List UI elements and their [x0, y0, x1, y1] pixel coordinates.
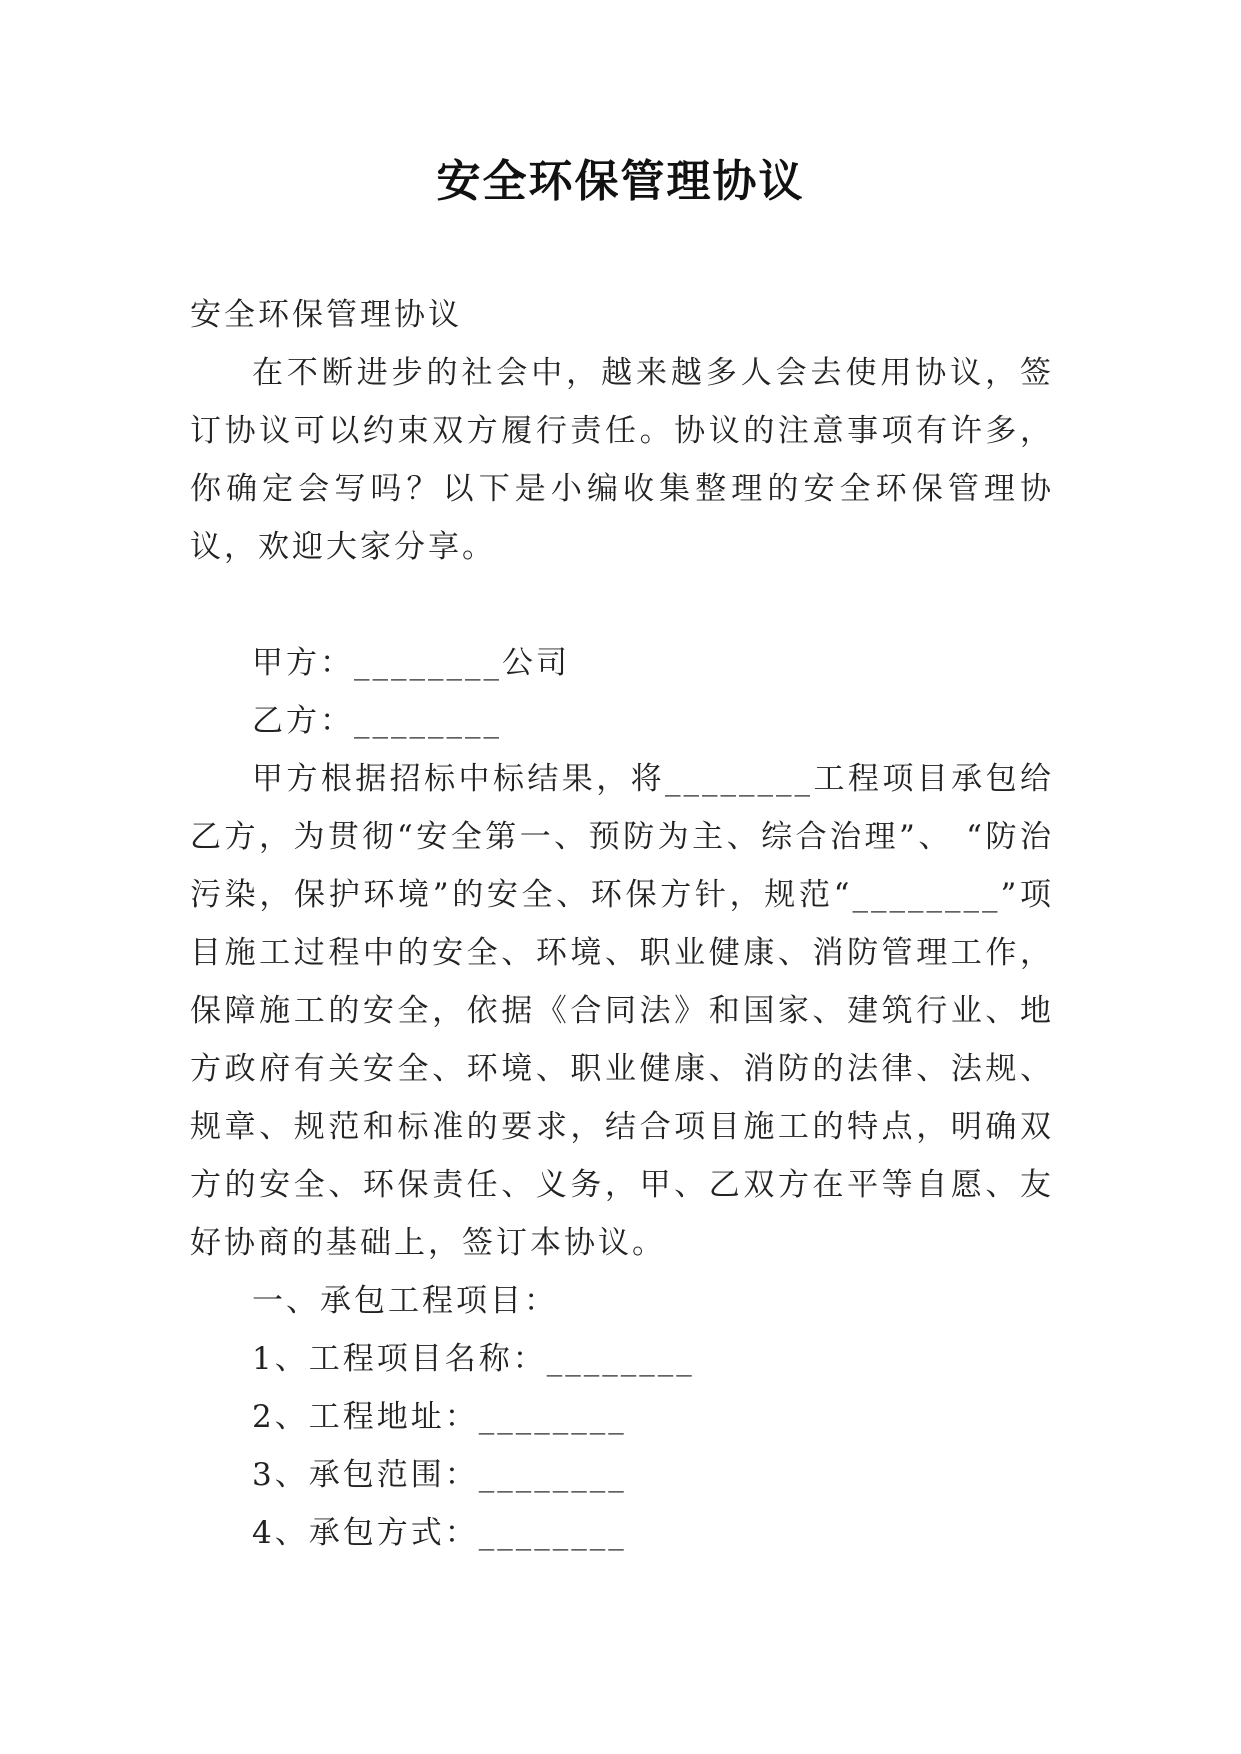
list-item-project-address: 2、工程地址：________ [252, 1399, 627, 1435]
party-a-line: 甲方：________公司 [252, 645, 570, 681]
section-heading-1: 一、承包工程项目： [252, 1283, 558, 1319]
document-title: 安全环保管理协议 [436, 156, 805, 207]
list-item-contract-method: 4、承包方式：________ [252, 1515, 627, 1551]
main-paragraph: 甲方根据招标中标结果，将________工程项目承包给乙方，为贯彻“安全第一、预防为主、综合治理”、 “防治污染，保护环境”的安全、环保方针，规范“________”项目施工过程中的安全、环境、职业健康、消防管理工作，保障施工的安全，依据《合同法》和国家、建筑行业、地方政府有关安全、环境、职业健康、消防的法律、法规、规章、规范和标准的要求，结合项目施工的特点，明确双方的安全、环保责任、义务，甲、乙双方在平等自愿、友好协商的基础上，签订本协议。 [190, 761, 1054, 1261]
intro-paragraph: 在不断进步的社会中，越来越多人会去使用协议，签订协议可以约束双方履行责任。协议的注意事项有许多，你确定会写吗？以下是小编收集整理的安全环保管理协议，欢迎大家分享。 [190, 355, 1054, 565]
list-item-contract-scope: 3、承包范围：________ [252, 1457, 627, 1493]
list-item-project-name: 1、工程项目名称：________ [252, 1341, 695, 1377]
paragraph-spacer [190, 576, 1054, 634]
party-b-line: 乙方：________ [252, 703, 502, 739]
document-body [190, 286, 1054, 1562]
document-subtitle: 安全环保管理协议 [190, 297, 462, 333]
